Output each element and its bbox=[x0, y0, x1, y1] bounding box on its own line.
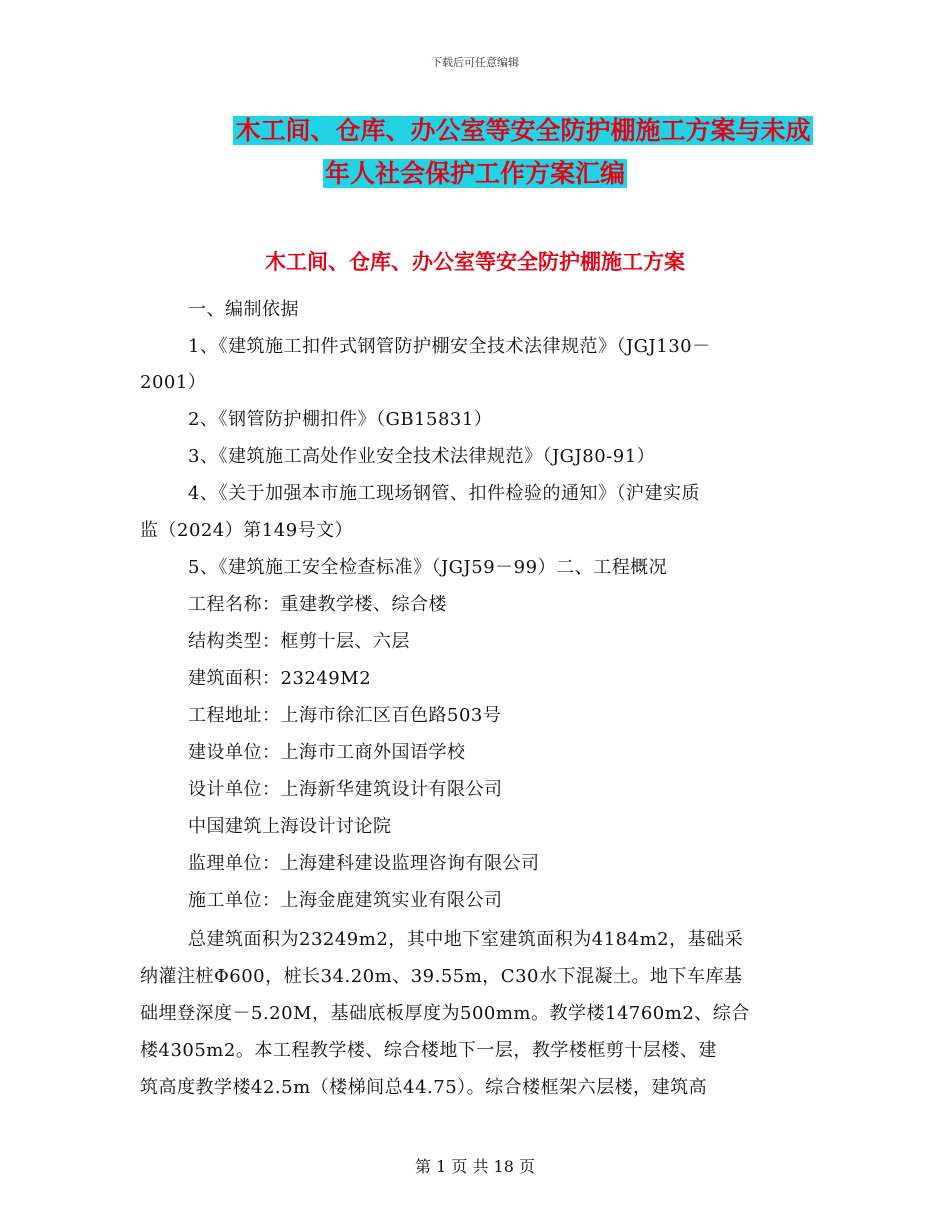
body-line: 2、《钢管防护棚扣件》（GB15831） bbox=[188, 409, 493, 430]
body-line: 总建筑面积为23249m2，其中地下室建筑面积为4184m2，基础采 bbox=[188, 929, 744, 950]
body-line: 5、《建筑施工安全检查标准》（JGJ59－99）二、工程概况 bbox=[188, 557, 668, 578]
body-line: 结构类型：框剪十层、六层 bbox=[188, 631, 410, 652]
body-line: 4、《关于加强本市施工现场钢管、扣件检验的通知》（沪建实质 bbox=[188, 483, 700, 504]
title-text-1: 木工间、仓库、办公室等安全防护棚施工方案与未成 bbox=[235, 116, 811, 145]
body-line: 施工单位：上海金鹿建筑实业有限公司 bbox=[188, 890, 503, 911]
body-line: 础埋登深度－5.20M，基础底板厚度为500mm。教学楼14760m2、综合 bbox=[140, 1003, 750, 1024]
section-title: 木工间、仓库、办公室等安全防护棚施工方案 bbox=[265, 249, 685, 274]
body-line: 工程名称：重建教学楼、综合楼 bbox=[188, 594, 447, 615]
body-line: 1、《建筑施工扣件式钢管防护棚安全技术法律规范》（JGJ130－ bbox=[188, 336, 711, 357]
body-line: 建筑面积：23249M2 bbox=[188, 668, 372, 689]
title-text-2: 年人社会保护工作方案汇编 bbox=[324, 159, 625, 188]
body-line: 中国建筑上海设计讨论院 bbox=[188, 816, 392, 837]
page-footer: 第 1 页 共 18 页 bbox=[415, 1157, 535, 1176]
document-title-line-2 bbox=[0, 155, 950, 193]
body-line: 3、《建筑施工高处作业安全技术法律规范》（JGJ80-91） bbox=[188, 446, 656, 467]
body-line: 监理单位：上海建科建设监理咨询有限公司 bbox=[188, 853, 540, 874]
header-note: 下载后可任意编辑 bbox=[431, 56, 519, 69]
body-line: 楼4305m2。本工程教学楼、综合楼地下一层，教学楼框剪十层楼、建 bbox=[140, 1040, 717, 1061]
body-line: 筑高度教学楼42.5m（楼梯间总44.75）。综合楼框架六层楼，建筑高 bbox=[140, 1077, 708, 1098]
body-line: 监（2024）第149号文） bbox=[140, 520, 354, 541]
document-title-line-1 bbox=[48, 112, 950, 150]
body-line: 2001） bbox=[140, 372, 207, 393]
body-line: 纳灌注桩Φ600，桩长34.20m、39.55m，C30水下混凝土。地下车库基 bbox=[140, 966, 743, 987]
body-line: 工程地址：上海市徐汇区百色路503号 bbox=[188, 705, 502, 726]
body-line: 一、编制依据 bbox=[188, 299, 299, 320]
body-line: 设计单位：上海新华建筑设计有限公司 bbox=[188, 779, 503, 800]
body-line: 建设单位：上海市工商外国语学校 bbox=[188, 742, 466, 763]
